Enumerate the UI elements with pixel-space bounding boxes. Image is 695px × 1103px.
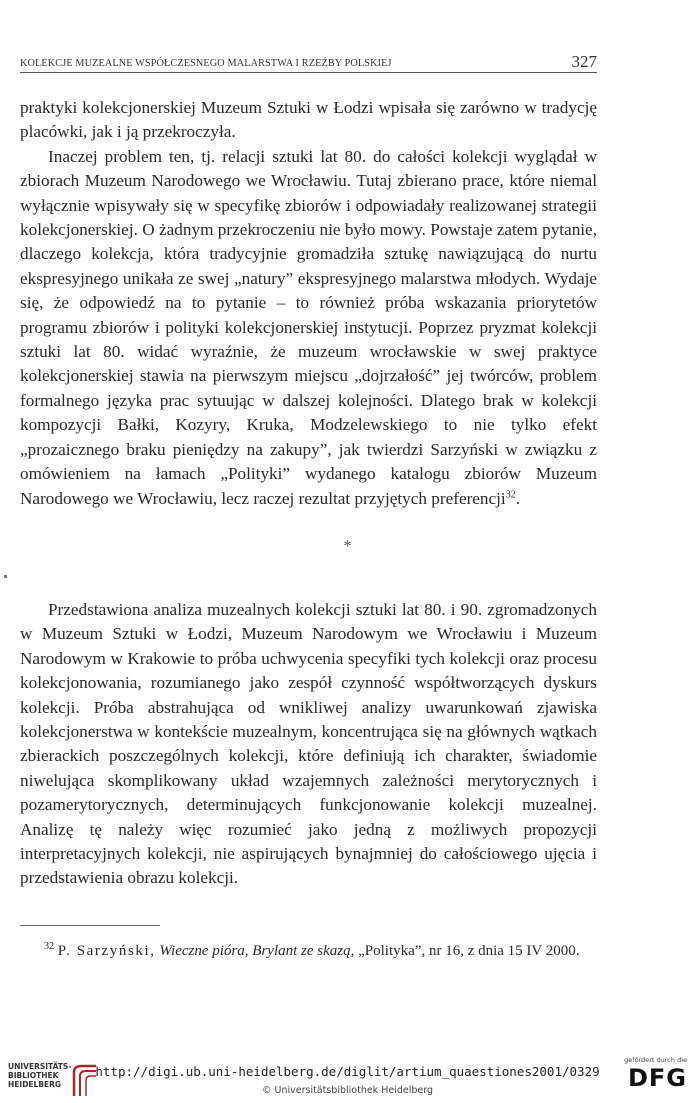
- library-name-line3: HEIDELBERG: [8, 1080, 62, 1089]
- footnote-title: Wieczne pióra, Brylant ze skazą,: [159, 943, 355, 959]
- page-number: 327: [571, 52, 597, 71]
- library-name-line1: UNIVERSITÄTS-: [8, 1062, 72, 1071]
- library-name-line2: BIBLIOTHEK: [8, 1071, 59, 1080]
- footnote-rest: „Polityka”, nr 16, z dnia 15 IV 2000.: [358, 943, 580, 959]
- paragraph-2-end: .: [515, 488, 521, 508]
- paragraph-3: Przedstawiona analiza muzealnych kolekcji sztuki lat 80. i 90. zgromadzonych w Muzeum Sztuki w Łodzi, Muzeum Narodowym we Wrocławiu i Muzeum Narodowym w Krakowie to próba uchwycenia specyfiki tych kolekcji oraz procesu kolekcjonowania, rozumianego jako zespół czynność współtworzących dyskurs kolekcji. Próba abstrahująca od wnikliwej analizy uwarunkowań zjawiska kolekcjonerstwa w kontekście muzealnym, koncentrująca się na głównych wątkach zbierackich poszczególnych kolekcji, które definiują ich charakter, świadomie niwelująca skomplikowany układ wzajemnych zależności merytorycznych i pozamerytorycznych, determinujących funkcjonowanie kolekcji muzealnej. Analizę tę należy więc rozumieć jako jedną z możliwych propozycji interpretacyjnych kolekcji, nie aspirujących bynajmniej do całościowego ujęcia i przedstawienia obrazu kolekcji.: [20, 600, 597, 888]
- dfg-wordmark: DFG: [627, 1064, 687, 1092]
- main-text-block-1: [20, 96, 597, 511]
- main-text-block-2: [20, 598, 597, 891]
- digitization-footer: [0, 1050, 695, 1103]
- copyright-notice: © Universitätsbibliothek Heidelberg: [261, 1085, 433, 1096]
- footnote-32: [20, 940, 597, 962]
- footnote-number: 32: [44, 941, 54, 952]
- dfg-logo[interactable]: [597, 1050, 687, 1100]
- permalink-url[interactable]: http://digi.ub.uni-heidelberg.de/diglit/artium_quaestiones2001/0329: [95, 1064, 600, 1079]
- margin-dot: [4, 575, 7, 578]
- section-separator: *: [343, 538, 352, 555]
- footnote-ref-32[interactable]: 32: [505, 488, 516, 500]
- footnote-author: P. Sarzyński,: [57, 943, 156, 959]
- running-head: KOLEKCJE MUZEALNE WSPÓŁCZESNEGO MALARSTWA I RZEŹBY POLSKIEJ: [20, 58, 392, 69]
- funded-by-label: gefördert durch die: [624, 1056, 687, 1064]
- page-header: [20, 52, 597, 73]
- paragraph-1: praktyki kolekcjonerskiej Muzeum Sztuki w Łodzi wpisała się zarówno w tradycję placówki, jak i ją przekroczyła.: [20, 98, 597, 142]
- paragraph-2: [20, 145, 597, 511]
- footnote-rule: [20, 925, 160, 926]
- paragraph-2-text: Inaczej problem ten, tj. relacji sztuki lat 80. do całości kolekcji wyglądał w zbiorach Muzeum Narodowego we Wrocławiu. Tutaj zbierano prace, które niemal wyłącznie wpisywały się w specyfikę zbiorów i odpowiadały realizowanej strategii kolekcjonerskiej. O żadnym przekroczeniu nie było mowy. Powstaje zatem pytanie, dlaczego kolekcja, która tradycyjnie gromadziła sztukę nawiązującą do nurtu ekspresyjnego unikała ze swej „natury” ekspresyjnego malarstwa młodych. Wydaje się, że odpowiedź na to pytanie – to również próba wskazania priorytetów programu zbiorów i polityki kolekcjonerskiej instytucji. Poprzez pryzmat kolekcji sztuki lat 80. widać wyraźnie, że muzeum wrocławskie w swej praktyce kolekcjonerskiej stawia na pierwszym miejscu „dojrzałość” jej twórców, problem formalnego języka prac sytuując w dalszej kolejności. Dlatego brak w kolekcji kompozycji Bałki, Kozyry, Kruka, Modzelewskiego to nie tylko efekt „prozaicznego braku pieniędzy na zakupy”, jak twierdzi Sarzyński w związku z omówieniem na łamach „Polityki” wydanego katalogu zbiorów Muzeum Narodowego we Wrocławiu, lecz raczej rezultat przyjętych preferencji: [20, 146, 597, 508]
